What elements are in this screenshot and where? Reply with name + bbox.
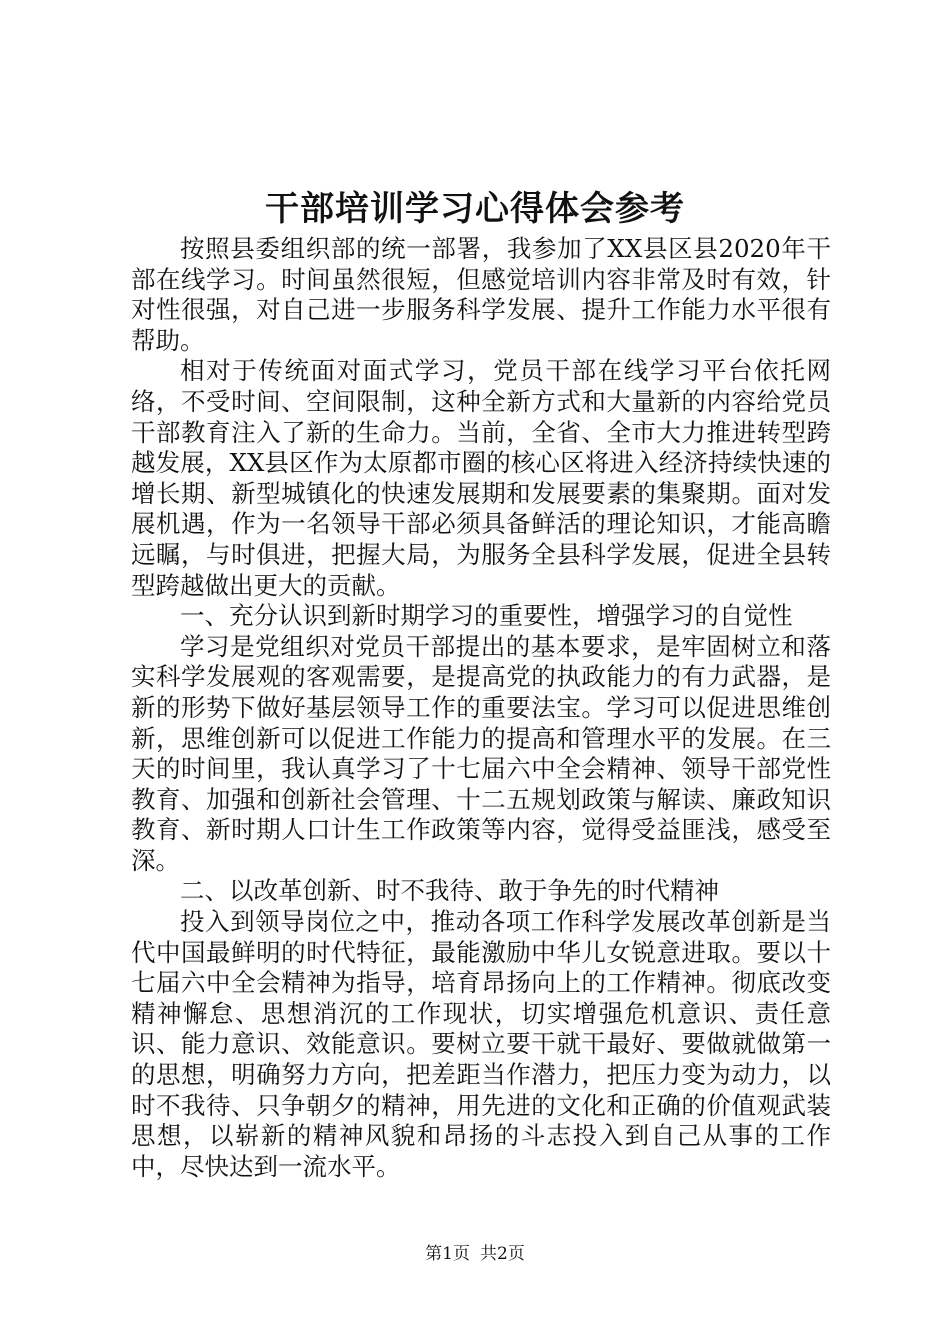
document-title: 干部培训学习心得体会参考 <box>265 189 685 229</box>
paragraph-intro: 按照县委组织部的统一部署，我参加了XX县区县2020年干部在线学习。时间虽然很短，但感觉培训内容非常及时有效，针对性很强，对自己进一步服务科学发展、提升工作能力水平很有帮助。 <box>131 234 831 355</box>
paragraph-background: 相对于传统面对面式学习，党员干部在线学习平台依托网络，不受时间、空间限制，这种全新方式和大量新的内容给党员干部教育注入了新的生命力。当前，全省、全市大力推进转型跨越发展，XX县区作为太原都市圈的核心区将进入经济持续快速的增长期、新型城镇化的快速发展期和发展要素的集聚期。面对发展机遇，作为一名领导干部必须具备鲜活的理论知识，才能高瞻远瞩，与时俱进，把握大局，为服务全县科学发展，促进全县转型跨越做出更大的贡献。 <box>131 356 831 600</box>
section-heading-1: 一、充分认识到新时期学习的重要性，增强学习的自觉性 <box>180 601 793 631</box>
paragraph-section-2: 投入到领导岗位之中，推动各项工作科学发展改革创新是当代中国最鲜明的时代特征，最能激励中华儿女锐意进取。要以十七届六中全会精神为指导，培育昂扬向上的工作精神。彻底改变精神懈怠、思想消沉的工作现状，切实增强危机意识、责任意识、能力意识、效能意识。要树立要干就干最好、要做就做第一的思想，明确努力方向，把差距当作潜力，把压力变为动力，以时不我待、只争朝夕的精神，用先进的文化和正确的价值观武装思想，以崭新的精神风貌和昂扬的斗志投入到自己从事的工作中，尽快达到一流水平。 <box>131 907 831 1181</box>
document-body <box>131 234 831 1182</box>
section-heading-2: 二、以改革创新、时不我待、敢于争先的时代精神 <box>180 876 719 906</box>
page-number: 第1页 <box>425 1244 470 1264</box>
paragraph-section-1: 学习是党组织对党员干部提出的基本要求，是牢固树立和落实科学发展观的客观需要，是提高党的执政能力的有力武器，是新的形势下做好基层领导工作的重要法宝。学习可以促进思维创新，思维创新可以促进工作能力的提高和管理水平的发展。在三天的时间里，我认真学习了十七届六中全会精神、领导干部党性教育、加强和创新社会管理、十二五规划政策与解读、廉政知识教育、新时期人口计生工作政策等内容，觉得受益匪浅，感受至深。 <box>131 631 831 875</box>
page-total: 共2页 <box>480 1244 525 1264</box>
page-footer <box>0 1242 950 1266</box>
